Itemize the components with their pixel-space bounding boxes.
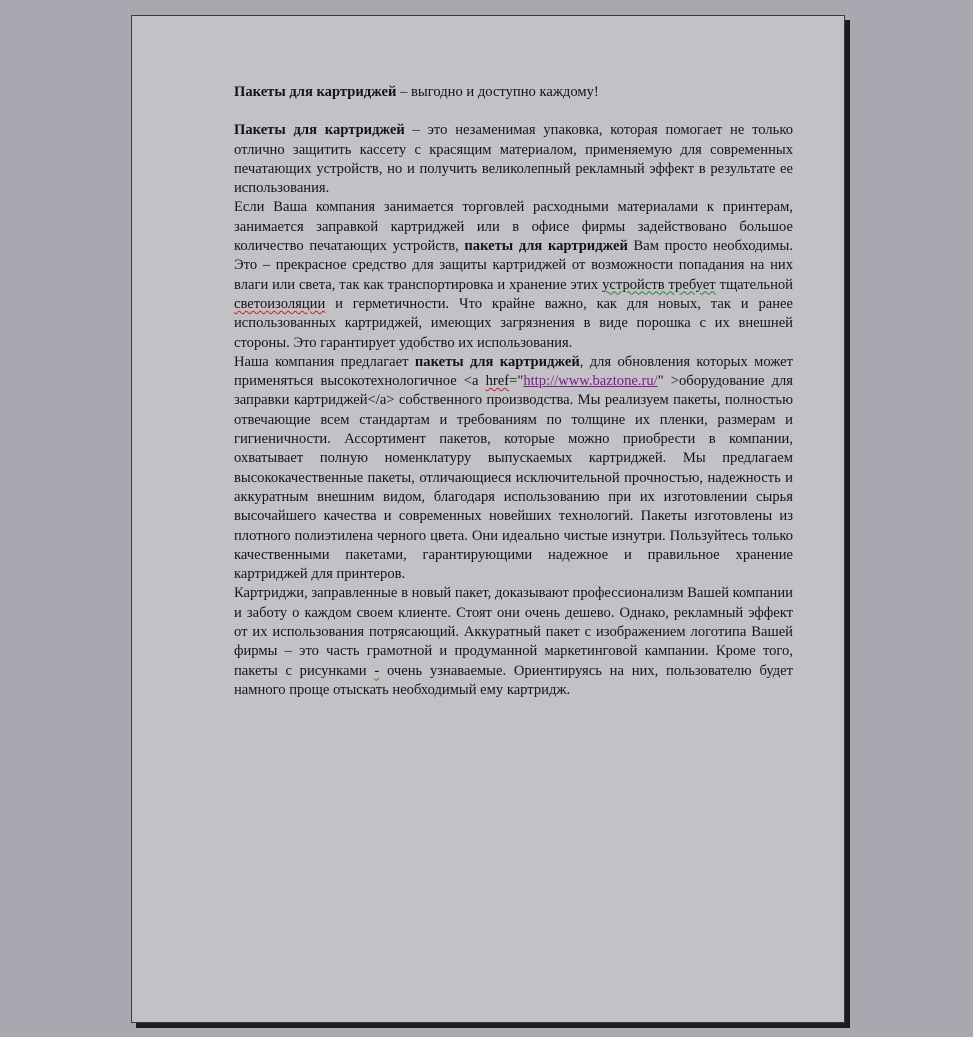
- spelling-error-mark-href[interactable]: href: [485, 373, 510, 390]
- paragraph-1-bold: Пакеты для картриджей: [234, 122, 405, 139]
- paragraph-1: [234, 121, 793, 198]
- paragraph-2-text-d: и герметичности. Что крайне важно, как для новых, так и ранее использованных картриджей, имеющих загрязнения в виде порошка с их внешней стороны. Это гарантирует удобство их использования.: [234, 295, 793, 351]
- paragraph-4: [234, 584, 793, 700]
- heading-text: – выгодно и доступно каждому!: [396, 84, 599, 100]
- grammar-error-mark[interactable]: устройств требует: [602, 276, 716, 293]
- paragraph-2-text-c: тщательной: [715, 276, 793, 293]
- paragraph-3: [234, 353, 793, 585]
- document-body[interactable]: [234, 83, 793, 700]
- paragraph-3-bold: пакеты для картриджей: [414, 353, 580, 370]
- paragraph-3-text-a: Наша компания предлагает: [234, 353, 415, 370]
- heading-bold-text: Пакеты для картриджей: [234, 84, 397, 100]
- paragraph-2-bold: пакеты для картриджей: [464, 238, 628, 255]
- paragraph-2: [234, 198, 793, 352]
- paragraph-3-text-d: " >оборудование для заправки картриджей</a> собственного производства. Мы реализуем пакеты, полностью отвечающие всем стандартам и требованиям по толщине их пленки, размерам и гигиеничности. Ассортимент пакетов, которые можно приобрести в компании, охватывает полную номенклатуру выпускаемых картриджей. Мы предлагаем высококачественные пакеты, отличающиеся исключительной прочностью, надежность и аккуратным внешним видом, благодаря использованию при их изготовлении сырья высочайшего качества и современных новейших технологий. Пакеты изготовлены из плотного полиэтилена черного цвета. Они идеально чистые изнутри. Пользуйтесь только качественными пакетами, гарантирующими надежное и правильное хранение картриджей для принтеров.: [234, 373, 793, 583]
- spelling-error-mark[interactable]: светоизоляции: [234, 295, 326, 312]
- paragraph-3-text-c: =": [509, 373, 524, 390]
- grammar-error-mark-dash[interactable]: -: [374, 662, 380, 679]
- paragraph-1-text: – это незаменимая упаковка, которая помогает не только отлично защитить кассету с красящим материалом, применяемую для современных печатающих устройств, но и получить великолепный рекламный эффект в результате ее использования.: [234, 122, 793, 197]
- document-page[interactable]: [131, 15, 845, 1023]
- paragraph-2-text-a: Если Ваша компания занимается торговлей расходными материалами к принтерам, занимается заправкой картриджей или в офисе фирмы задействовано большое количество печатающих устройств,: [234, 199, 793, 255]
- paragraph-4-text-a: Картриджи, заправленные в новый пакет, доказывают профессионализм Вашей компании и заботу о каждом своем клиенте. Стоят они очень дешево. Однако, рекламный эффект от их использования потрясающий. Аккуратный пакет с изображением логотипа Вашей фирмы – это часть грамотной и продуманной маркетинговой кампании. Кроме того, пакеты с рисунками: [234, 585, 793, 679]
- paragraph-2-text-b: Вам просто необходимы. Это – прекрасное средство для защиты картриджей от возможности попадания на них влаги или света, так как транспортировка и хранение этих: [234, 238, 793, 293]
- document-heading: [234, 83, 793, 102]
- paragraph-4-text-b: очень узнаваемые. Ориентируясь на них, пользователю будет намного проще отыскать необходимый ему картридж.: [234, 662, 793, 698]
- paragraph-3-text-b: , для обновления которых может применяться высокотехнологичное <a: [234, 353, 794, 390]
- baztone-hyperlink[interactable]: http://www.baztone.ru/: [523, 373, 658, 390]
